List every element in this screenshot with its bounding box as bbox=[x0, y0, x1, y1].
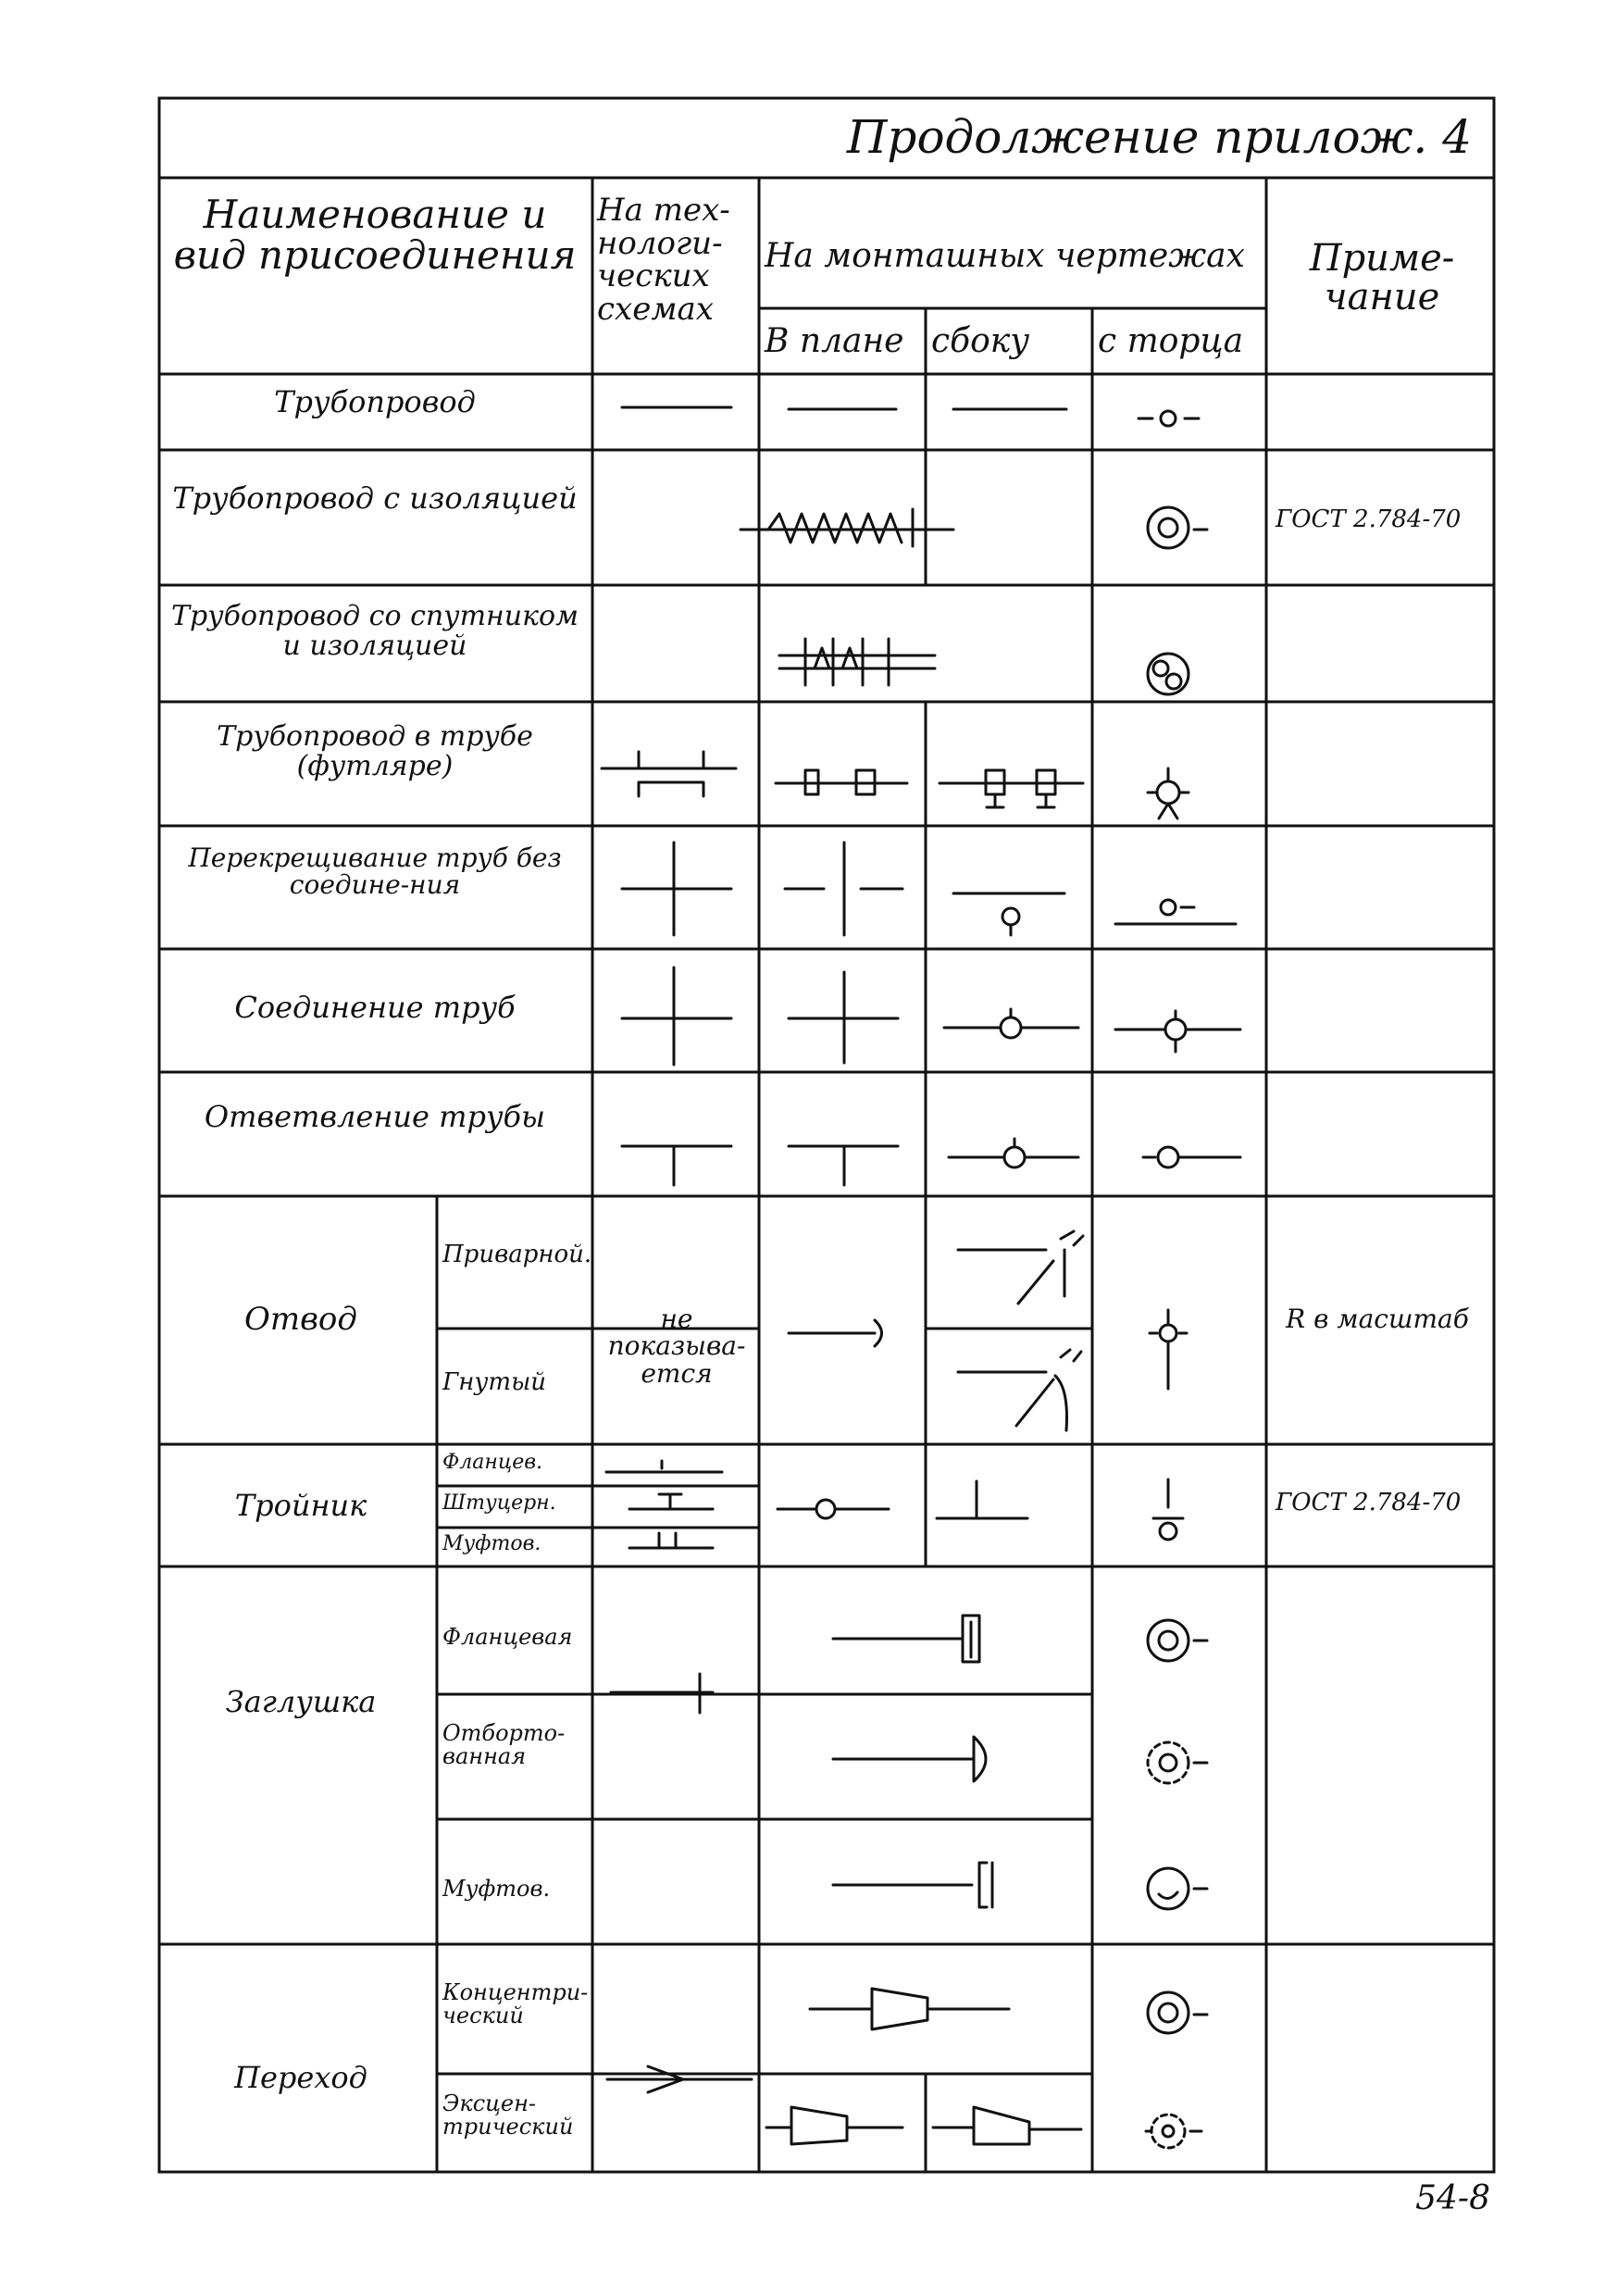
tee-side bbox=[937, 1481, 1027, 1518]
casing-symbol-tech bbox=[602, 752, 736, 796]
pipe-symbol-end bbox=[1139, 411, 1199, 426]
row-9-sub-flanged: Фланцев. bbox=[442, 1451, 543, 1474]
bend-end bbox=[1150, 1310, 1187, 1389]
row-10-sub-flanged: Фланцевая bbox=[442, 1624, 573, 1650]
column-header-side: сбоку bbox=[931, 322, 1030, 360]
row-1-name: Трубопровод bbox=[274, 384, 476, 419]
crossing-plan bbox=[785, 842, 902, 935]
row-2-note: ГОСТ 2.784-70 bbox=[1276, 505, 1462, 533]
plug-flared bbox=[833, 1737, 986, 1781]
insulated-pipe-symbol bbox=[741, 509, 953, 546]
row-9-sub-coupling: Муфтов. bbox=[442, 1532, 541, 1555]
row-8-tech-note: не показыва-ется bbox=[607, 1304, 746, 1389]
plug-flared-end bbox=[1148, 1742, 1207, 1783]
plug-tech bbox=[611, 1674, 713, 1713]
joint-end bbox=[1115, 1011, 1240, 1052]
tee-coupling-tech bbox=[629, 1533, 713, 1548]
row-8-sub-welded: Приварной. bbox=[442, 1241, 592, 1268]
joint-plan bbox=[789, 972, 898, 1063]
casing-symbol-side bbox=[940, 770, 1083, 807]
reducer-tech bbox=[607, 2066, 752, 2092]
joint-side bbox=[944, 1009, 1078, 1038]
reducer-eccentric-side bbox=[933, 2107, 1081, 2144]
row-8-note: R в масштаб bbox=[1286, 1304, 1469, 1334]
column-header-note: Приме-чание bbox=[1309, 237, 1455, 318]
tee-welded-tech bbox=[629, 1494, 713, 1509]
column-header-mont: На монташных чертежах bbox=[765, 237, 1245, 275]
column-header-end: с торца bbox=[1098, 322, 1244, 360]
satellite-pipe-end bbox=[1148, 654, 1189, 694]
page-number: 54-8 bbox=[1415, 2179, 1490, 2217]
row-11-sub-eccentric: Эксцен-трический bbox=[442, 2090, 574, 2140]
row-11-name: Переход bbox=[234, 2060, 367, 2095]
row-8-name: Отвод bbox=[244, 1301, 357, 1338]
crossing-tech bbox=[622, 842, 731, 935]
insulated-pipe-end bbox=[1148, 507, 1207, 548]
tee-plan bbox=[778, 1500, 889, 1518]
reducer-eccentric-end bbox=[1146, 2115, 1201, 2148]
tee-flanged-tech bbox=[606, 1461, 722, 1472]
branch-side bbox=[949, 1139, 1078, 1167]
plug-coupling bbox=[833, 1863, 992, 1907]
plug-coupling-end bbox=[1148, 1868, 1207, 1909]
reducer-concentric bbox=[810, 1989, 1009, 2029]
row-4-name: Трубопровод в трубе (футляре) bbox=[217, 720, 533, 782]
branch-tech bbox=[622, 1146, 731, 1185]
column-header-tech: На тех-нологи-ческих схемах bbox=[597, 192, 730, 329]
row-6-name: Соединение труб bbox=[234, 990, 516, 1025]
satellite-pipe-symbol bbox=[779, 639, 935, 685]
bend-plan bbox=[789, 1320, 882, 1346]
joint-tech bbox=[622, 967, 731, 1065]
row-8-sub-bent: Гнутый bbox=[442, 1368, 546, 1396]
row-3-name: Трубопровод со спутником и изоляцией bbox=[171, 600, 579, 662]
row-10-name: Заглушка bbox=[225, 1684, 377, 1719]
casing-symbol-end bbox=[1148, 768, 1189, 818]
row-10-sub-coupling: Муфтов. bbox=[442, 1876, 551, 1902]
column-header-name: Наименование и вид присоединения bbox=[173, 192, 577, 279]
column-header-plan: В плане bbox=[765, 322, 904, 360]
row-5-name: Перекрещивание труб без соедине-ния bbox=[188, 842, 562, 901]
row-2-name: Трубопровод с изоляцией bbox=[172, 480, 578, 516]
bend-side-bent bbox=[958, 1350, 1081, 1430]
crossing-end bbox=[1115, 900, 1236, 924]
tee-end bbox=[1153, 1479, 1183, 1540]
plug-flanged bbox=[833, 1616, 979, 1662]
row-10-sub-flared: Отборто-ванная bbox=[442, 1720, 566, 1770]
reducer-concentric-end bbox=[1148, 1992, 1207, 2033]
continuation-header: Продолжение прилож. 4 bbox=[846, 110, 1472, 164]
plug-flanged-end bbox=[1148, 1620, 1207, 1661]
reducer-eccentric-plan bbox=[766, 2107, 902, 2144]
row-9-sub-welded: Штуцерн. bbox=[442, 1491, 556, 1515]
row-11-sub-concentric: Концентри-ческий bbox=[442, 1979, 589, 2029]
bend-side-welded bbox=[958, 1231, 1083, 1304]
row-7-name: Ответвление трубы bbox=[204, 1099, 546, 1134]
crossing-side bbox=[953, 893, 1064, 935]
casing-symbol-plan bbox=[776, 770, 907, 794]
branch-end bbox=[1143, 1147, 1240, 1167]
row-9-name: Тройник bbox=[234, 1488, 367, 1523]
branch-plan bbox=[789, 1146, 898, 1185]
row-9-note: ГОСТ 2.784-70 bbox=[1276, 1489, 1462, 1516]
